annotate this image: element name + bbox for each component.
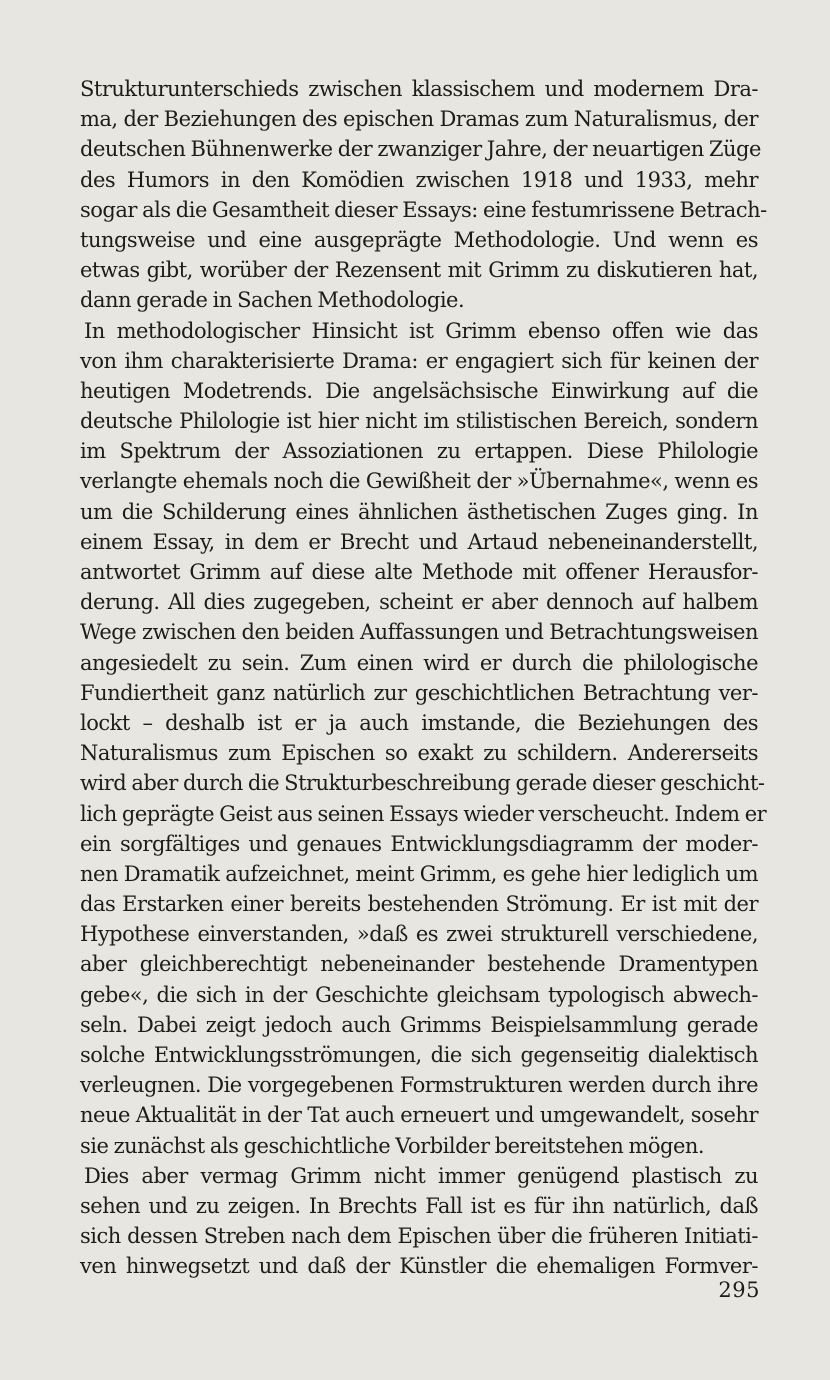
- text-line: Strukturunterschieds zwischen klassischem und modernem Dra-: [80, 77, 758, 101]
- text-line: des Humors in den Komödien zwischen 1918 und 1933, mehr: [80, 167, 758, 192]
- text-line: gebe«, die sich in der Geschichte gleichsam typologisch abwech-: [80, 982, 758, 1007]
- text-line: deutsche Philologie ist hier nicht im stilistischen Bereich, sondern: [80, 409, 758, 434]
- text-line: Dies aber vermag Grimm nicht immer genügend plastisch zu: [84, 1163, 758, 1188]
- text-line: Fundiertheit ganz natürlich zur geschichtlichen Betrachtung ver-: [80, 680, 758, 705]
- text-line: Wege zwischen den beiden Auffassungen und Betrachtungsweisen: [80, 620, 758, 645]
- text-line: dann gerade in Sachen Methodologie.: [80, 288, 465, 313]
- text-line: verlangte ehemals noch die Gewißheit der »Übernahme«, wenn es: [80, 469, 758, 494]
- text-line: im Spektrum der Assoziationen zu ertappen. Diese Philologie: [80, 439, 758, 464]
- text-line: ein sorgfältiges und genaues Entwicklungsdiagramm der moder-: [80, 831, 758, 856]
- text-line: lich geprägte Geist aus seinen Essays wieder verscheucht. Indem er: [80, 801, 767, 826]
- text-line: nen Dramatik aufzeichnet, meint Grimm, es gehe hier lediglich um: [80, 861, 758, 886]
- text-line: Naturalismus zum Epischen so exakt zu schildern. Andererseits: [80, 741, 758, 766]
- body-text: [80, 74, 767, 1282]
- text-line: etwas gibt, worüber der Rezensent mit Grimm zu diskutieren hat,: [80, 258, 758, 283]
- text-line: das Erstarken einer bereits bestehenden Strömung. Er ist mit der: [80, 892, 758, 917]
- text-line: sehen und zu zeigen. In Brechts Fall ist es für ihn natürlich, daß: [80, 1193, 758, 1218]
- text-line: sich dessen Streben nach dem Epischen über die früheren Initiati-: [80, 1224, 758, 1249]
- text-line: In methodologischer Hinsicht ist Grimm ebenso offen wie das: [84, 318, 758, 343]
- text-line: lockt – deshalb ist er ja auch imstande, die Beziehungen des: [80, 710, 758, 735]
- text-line: ven hinwegsetzt und daß der Künstler die ehemaligen Formver-: [80, 1254, 758, 1279]
- text-line: von ihm charakterisierte Drama: er engagiert sich für keinen der: [80, 348, 758, 373]
- text-line: sie zunächst als geschichtliche Vorbilder bereitstehen mögen.: [80, 1133, 705, 1158]
- text-line: neue Aktualität in der Tat auch erneuert und umgewandelt, sosehr: [80, 1103, 758, 1128]
- text-line: heutigen Modetrends. Die angelsächsische Einwirkung auf die: [80, 378, 758, 403]
- text-line: aber gleichberechtigt nebeneinander bestehende Dramentypen: [80, 952, 758, 977]
- text-line: tungsweise und eine ausgeprägte Methodologie. Und wenn es: [80, 227, 758, 252]
- text-line: verleugnen. Die vorgegebenen Formstrukturen werden durch ihre: [80, 1073, 758, 1098]
- text-line: seln. Dabei zeigt jedoch auch Grimms Beispielsammlung gerade: [80, 1012, 758, 1037]
- text-line: antwortet Grimm auf diese alte Methode mit offener Herausfor-: [80, 560, 758, 584]
- text-line: Hypothese einverstanden, »daß es zwei strukturell verschiedene,: [80, 922, 758, 947]
- text-line: sogar als die Gesamtheit dieser Essays: eine festumrissene Betrach-: [80, 197, 767, 222]
- text-line: um die Schilderung eines ähnlichen ästhetischen Zuges ging. In: [80, 499, 758, 524]
- text-line: einem Essay, in dem er Brecht und Artaud nebeneinanderstellt,: [80, 529, 758, 554]
- text-line: angesiedelt zu sein. Zum einen wird er durch die philologische: [80, 650, 758, 675]
- text-line: wird aber durch die Strukturbeschreibung gerade dieser geschicht-: [80, 771, 765, 796]
- text-line: derung. All dies zugegeben, scheint er aber dennoch auf halbem: [80, 590, 758, 615]
- page-number: 295: [718, 1278, 760, 1302]
- text-line: ma, der Beziehungen des epischen Dramas zum Naturalismus, der: [80, 107, 758, 132]
- text-line: deutschen Bühnenwerke der zwanziger Jahre, der neuartigen Züge: [80, 137, 761, 162]
- text-line: solche Entwicklungsströmungen, die sich gegenseitig dialektisch: [80, 1043, 758, 1067]
